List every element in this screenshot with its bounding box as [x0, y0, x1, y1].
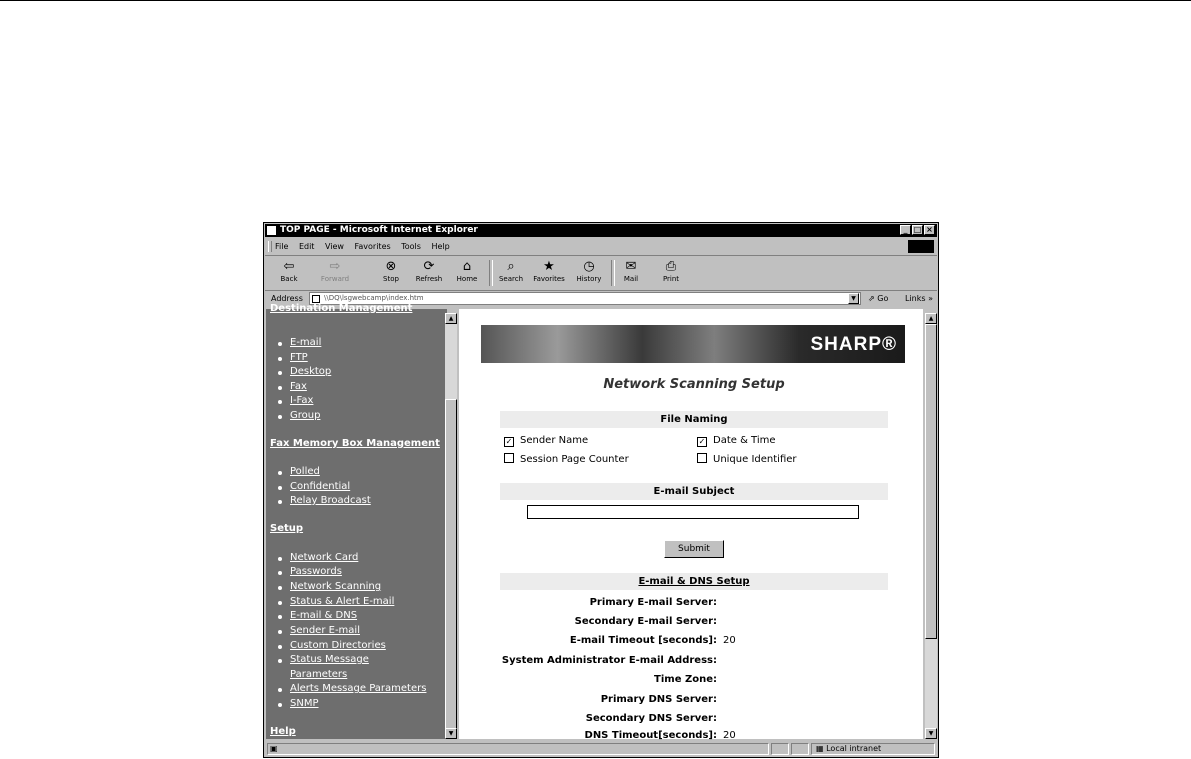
sidebar-item-passwords[interactable]: Passwords — [290, 566, 342, 577]
page-status-icon: ▣ — [270, 744, 278, 753]
history-button[interactable]: ◷ History — [571, 259, 607, 283]
sharp-banner — [481, 325, 905, 363]
back-button[interactable]: ⇦ Back — [271, 259, 307, 283]
primary-email-server-label: Primary E-mail Server: — [589, 597, 717, 608]
secondary-dns-server-label: Secondary DNS Server: — [585, 713, 717, 724]
sidebar-item-relay-broadcast[interactable]: Relay Broadcast — [290, 495, 371, 506]
search-icon: ⌕ — [507, 259, 515, 274]
sidebar-heading-fax-memory[interactable]: Fax Memory Box Management — [270, 438, 440, 449]
back-arrow-icon: ⇦ — [283, 259, 295, 274]
mail-button[interactable]: ✉ Mail — [613, 259, 649, 283]
sidebar-item-desktop[interactable]: Desktop — [290, 366, 332, 377]
windows-logo-icon — [908, 240, 934, 253]
sidebar-item-email-dns[interactable]: E-mail & DNS — [290, 610, 358, 621]
menu-edit[interactable]: Edit — [298, 242, 315, 251]
unique-identifier-checkbox[interactable] — [697, 453, 707, 463]
sidebar-item-ifax[interactable]: I-Fax — [290, 395, 314, 406]
search-button[interactable]: ⌕ Search — [493, 259, 529, 283]
standard-toolbar — [265, 256, 937, 291]
scroll-down-arrow-icon[interactable]: ▼ — [445, 728, 457, 739]
sidebar-heading-help[interactable]: Help — [270, 726, 296, 737]
menu-bar — [265, 238, 937, 256]
address-value: \\DQ\lsgwebcamp\index.htm — [324, 294, 424, 302]
sidebar-item-group[interactable]: Group — [290, 410, 321, 421]
sidebar-scroll-thumb[interactable] — [445, 399, 457, 729]
dns-timeout-value: 20 — [723, 730, 736, 741]
sidebar-item-status-alert-email[interactable]: Status & Alert E-mail — [290, 596, 395, 607]
email-dns-heading[interactable]: E-mail & DNS Setup — [500, 573, 888, 590]
email-subject-input[interactable] — [527, 505, 859, 519]
menu-view[interactable]: View — [324, 242, 344, 251]
sender-name-checkbox[interactable]: ✓ — [505, 437, 513, 446]
print-icon: ⎙ — [665, 259, 677, 274]
scroll-down-arrow-icon[interactable]: ▼ — [925, 728, 937, 739]
browser-window — [263, 222, 939, 758]
status-bar — [265, 741, 937, 757]
primary-dns-server-label: Primary DNS Server: — [600, 694, 717, 705]
sidebar-item-polled[interactable]: Polled — [290, 466, 320, 477]
dns-timeout-label: DNS Timeout[seconds]: — [584, 730, 717, 741]
sidebar-item-alerts-message-parameters[interactable]: Alerts Message Parameters — [290, 683, 427, 694]
favorites-icon: ★ — [543, 259, 555, 274]
go-button[interactable]: ⇗ Go — [868, 294, 889, 303]
email-subject-heading: E-mail Subject — [500, 483, 888, 500]
sidebar-heading-destination[interactable]: Destination Management — [270, 303, 413, 314]
session-page-counter-option[interactable]: Session Page Counter — [504, 453, 629, 465]
menu-tools[interactable]: Tools — [401, 242, 421, 251]
sidebar-item-ftp[interactable]: FTP — [290, 352, 308, 363]
maximize-button[interactable]: □ — [913, 225, 922, 234]
session-page-counter-checkbox[interactable] — [504, 453, 514, 463]
home-button[interactable]: ⌂ Home — [449, 259, 485, 283]
sidebar-heading-setup[interactable]: Setup — [270, 523, 304, 534]
content-scrollbar[interactable] — [925, 313, 937, 739]
date-time-checkbox[interactable]: ✓ — [698, 437, 706, 446]
refresh-icon: ⟳ — [423, 259, 435, 274]
page-title: Network Scanning Setup — [603, 377, 785, 392]
menu-favorites[interactable]: Favorites — [354, 242, 391, 251]
email-timeout-label: E-mail Timeout [seconds]: — [569, 635, 717, 646]
scroll-up-arrow-icon[interactable]: ▲ — [445, 313, 457, 324]
history-icon: ◷ — [583, 259, 595, 274]
forward-button[interactable]: ⇨ Forward — [317, 259, 353, 283]
stop-button[interactable]: ⊗ Stop — [373, 259, 409, 283]
stop-icon: ⊗ — [385, 259, 397, 274]
time-zone-label: Time Zone: — [654, 674, 717, 685]
status-panel — [791, 743, 809, 755]
links-button[interactable]: Links » — [905, 294, 933, 303]
date-time-option[interactable]: ✓ Date & Time — [698, 435, 776, 446]
refresh-button[interactable]: ⟳ Refresh — [411, 259, 447, 283]
sidebar-item-email[interactable]: E-mail — [290, 337, 322, 348]
sidebar-item-custom-directories[interactable]: Custom Directories — [290, 640, 386, 651]
sidebar-item-network-card[interactable]: Network Card — [290, 552, 359, 563]
main-content-frame — [459, 309, 923, 739]
sidebar-item-confidential[interactable]: Confidential — [290, 481, 351, 492]
forward-arrow-icon: ⇨ — [329, 259, 341, 274]
sidebar-item-snmp[interactable]: SNMP — [290, 698, 319, 709]
sidebar-item-fax[interactable]: Fax — [290, 381, 307, 392]
intranet-zone-icon: ▦ — [816, 744, 824, 753]
status-panel — [771, 743, 789, 755]
go-arrow-icon: ⇗ — [868, 294, 875, 303]
favorites-button[interactable]: ★ Favorites — [531, 259, 567, 283]
submit-button[interactable]: Submit — [664, 540, 724, 558]
window-title: TOP PAGE - Microsoft Internet Explorer — [280, 225, 478, 235]
sidebar-item-status-message[interactable]: Status Message — [290, 654, 369, 665]
minimize-button[interactable]: _ — [900, 225, 911, 235]
admin-email-address-label: System Administrator E-mail Address: — [501, 655, 717, 666]
scroll-up-arrow-icon[interactable]: ▲ — [925, 313, 937, 324]
address-dropdown-button[interactable]: ▼ — [848, 293, 859, 304]
sharp-logo: SHARP® — [810, 334, 897, 355]
sidebar-item-status-message-continued[interactable]: Parameters — [290, 669, 348, 680]
page-icon — [312, 295, 320, 303]
sender-name-option[interactable]: ✓ Sender Name — [505, 435, 589, 446]
content-scroll-thumb[interactable] — [925, 324, 937, 639]
status-message-panel — [267, 743, 769, 755]
sidebar-frame — [266, 303, 447, 739]
mail-icon: ✉ — [625, 259, 637, 274]
menu-grip — [268, 241, 272, 252]
sidebar-item-network-scanning[interactable]: Network Scanning — [290, 581, 382, 592]
menu-file[interactable]: File — [275, 242, 289, 251]
title-bar[interactable] — [265, 224, 937, 237]
sidebar-item-sender-email[interactable]: Sender E-mail — [290, 625, 360, 636]
print-button[interactable]: ⎙ Print — [653, 259, 689, 283]
email-timeout-value: 20 — [723, 635, 736, 646]
close-button[interactable]: × — [924, 225, 935, 235]
sidebar-scrollbar[interactable] — [445, 313, 457, 739]
file-naming-heading: File Naming — [500, 411, 888, 428]
ie-page-icon — [267, 226, 276, 235]
page-top-rule — [0, 0, 1191, 1]
secondary-email-server-label: Secondary E-mail Server: — [574, 616, 717, 627]
home-icon: ⌂ — [462, 259, 472, 274]
security-zone-panel: ▦ Local intranet — [811, 743, 935, 755]
address-label: Address — [271, 294, 303, 303]
menu-help[interactable]: Help — [431, 242, 450, 251]
unique-identifier-option[interactable]: Unique Identifier — [697, 453, 797, 465]
